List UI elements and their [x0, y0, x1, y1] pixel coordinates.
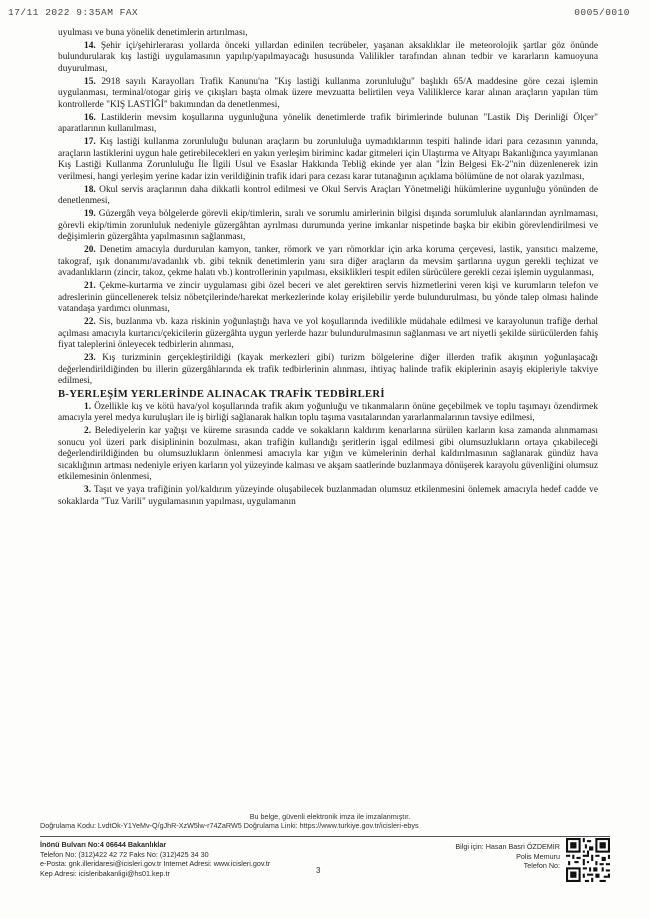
- footer-address: İnönü Bulvarı No:4 06644 Bakanlıklar: [40, 840, 167, 849]
- paragraph-22: 22. Sis, buzlanma vb. kaza riskinin yoğunlaştığı hava ve yol koşullarında ivedilikle müdahale edilmesi ve karayolunun trafiğe derhal açılması amacıyla kurtarıcı/çekicilerin güzergâhta uygun yerlerde hazır bulundurulmasının sağlanması ve art niyetli şekilde sürücülerden fahiş fiyat taleplerini önleyecek tedbirlerin alınması,: [58, 316, 598, 351]
- section-b-title: B-YERLEŞİM YERLERİNDE ALINACAK TRAFİK TEDBİRLERİ: [58, 388, 385, 400]
- paragraph-17: 17. Kış lastiği kullanma zorunluluğu bulunan araçların bu zorunluluğa uymadıklarının tespiti halinde idari para cezasının yanında, araçların lastiklerini uygun hale getirebilecekleri en yakın yerleşim biriminc kadar gitmeleri için Ulaştırma ve Altyapı Bakanlığınca yayımlanan Kış Lastiği Kullanma Zorunluluğu İle İlgili Usul ve Esaslar Hakkında Tebliğ ekinde yer alan "İzin Belgesi Ek-2"nin düzenlenerek izin verilmesi, hangi yerleşim yerine kadar izin verildiğinin trafik idari para cezası karar tutanağının açıklama bölümüne de not olarak yazılması,: [58, 137, 598, 182]
- document-body: [58, 28, 598, 510]
- footer-phone: Telefon No: (312)422 42 72 Faks No: (312)425 34 30: [40, 849, 209, 859]
- section-b-paragraph-1: 1. Özellikle kış ve kötü hava/yol koşullarında trafik akım yoğunluğu ve tıkanmaların önüne geçebilmek ve toplu taşımayı özendirmek amacıyla yerel medya kuruluşları ile iş birliği sağlanarak halkın toplu taşıma vasıtalarından yararlanmalarının tavsiye edilmesi,: [58, 401, 598, 424]
- paragraph-21: 21. Çekme-kurtarma ve zincir uygulaması gibi özel beceri ve alet gerektiren servis hizmetlerini veren kişi ve kurumların telefon ve adreslerinin güncellenerek telsiz nöbetçilerinde/harekat merkezlerinde kolay erişilebilir yerde bulundurulması, bu yönde talep olması halinde vatandaşa yardımcı olunması,: [58, 280, 598, 315]
- e-signature-verification: [40, 812, 620, 830]
- info-name: Bilgi için: Hasan Basri ÖZDEMİR: [455, 842, 560, 851]
- paragraph-14: 14. Şehir içi/şehirlerarası yollarda önceki yıllardan edinilen tecrübeler, yaşanan aksaklıklar ile meteorolojik şartlar göz önünde bulundurularak kış lastiği uygulamasının yapılıp/yapılmayacağı hususunda Valilikler tarafından alınan tedbir ve kararların kamuoyuna duyurulması,: [58, 40, 598, 74]
- paragraph-16: 16. Lastiklerin mevsim koşullarına uygunluğuna yönelik denetimlerde trafik birimlerinde bulunan "Lastik Diş Derinliği Ölçer" aparatlarının kullanılması,: [58, 112, 598, 135]
- paragraph-23: 23. Kış turizminin gerçekleştirildiği (kayak merkezleri gibi) turizm bölgelerine diğer illerden trafik akışının yoğunlaşacağı değerlendirildiğinden bu illerin güzergâhlarında ek trafik tedbirlerinin alınması, ihtiyaç halinde trafik ekiplerinin asayiş ekipleriyle takviye edilmesi,: [58, 352, 598, 387]
- qr-code-icon: [566, 838, 610, 882]
- section-b-paragraph-3: 3. Taşıt ve yaya trafiğinin yol/kaldırım yüzeyinde oluşabilecek buzlanmadan olumsuz etkilenmesini önlemek amacıyla hedef cadde ve sokaklarda "Tuz Varili" uygulamasının yapılması, uygulamanın: [58, 485, 598, 507]
- paragraph-15: 15. 2918 sayılı Karayolları Trafik Kanunu'na "Kış lastiği kullanma zorunluluğu" başlıklı 65/A maddesine göre cezai işlemin uygulanması, terminal/otogar giriş ve çıkışları başta olmak üzere mevzuatta belirtilen veya Valiliklerce karar alınan araçların yapılan tüm kontrollerde "KIŞ LASTİĞİ" bakımından da denetlenmesi,: [58, 76, 598, 110]
- paragraph-13-tail: uyulması ve buna yönelik denetimlerin artırılması,: [58, 28, 248, 38]
- info-title: Polis Memuru: [516, 851, 560, 861]
- info-phone: Telefon No:: [523, 861, 560, 871]
- paragraph-19: 19. Güzergâh veya bölgelerde görevli ekip/timlerin, sıralı ve sorumlu amirlerinin bilgisi dışında sorumluluk alanlarından ayrılmaması, görevli ekip/timin zorunluluk nedeniyle güzergâhtan ayrılması durumunda yerine imkanlar nispetinde başka bir ekibin görevlendirilmesi ve değişimlerin güzergâhta yapılmasının sağlanması,: [58, 209, 598, 243]
- footer-divider: [40, 836, 610, 837]
- footer-contact: [40, 840, 360, 878]
- fax-timestamp: 17/11 2022 9:35AM FAX: [8, 7, 139, 18]
- fax-header: [8, 7, 642, 21]
- footer-email: e-Posta: gnk.illeridaresi@icisleri.gov.tr İnternet Adresi: www.icisleri.gov.tr: [40, 859, 271, 869]
- section-b-paragraph-2: 2. Belediyelerin kar yağışı ve küreme sırasında cadde ve sokakların kaldırım kenarlarına sürülen karların kısa zamanda alınmaması sonucu yol üzeri park disiplininin bozulması, akan trafiğin kullandığı şeritlerin işgal edilmesi gibi olumsuzlukların ortaya çıkabileceği değerlendirildiğinden bu olumsuzlukların önlenmesi amacıyla kar yığın ve kümelerinin derhal kaldırılmasının sağlanarak gündüz hava sıcaklığının artması nedeniyle eriyen karların yol yüzeyinde kalması ve akşam saatlerinde buzlanmaya dönüşerek karayolu güvenliğini olumsuz etkilemesinin önlenmesi,: [58, 426, 598, 483]
- e-signature-notice: Bu belge, güvenli elektronik imza ile imzalanmıştır.: [249, 812, 411, 821]
- paragraph-18: 18. Okul servis araçlarının daha dikkatli kontrol edilmesi ve Okul Servis Araçları Yönetmeliği hükümlerine uygunluğu yönünden de denetlenmesi,: [58, 184, 598, 207]
- verification-code-line: Doğrulama Kodu: LvdtOk-Y1YeMv-Q/gJhR-XzW5lw-r74ZaRW5 Doğrulama Linki: https://www.turkiye.gov.tr/icisleri-ebys: [40, 821, 419, 830]
- footer-kep: Kep Adresi: icisleribakanligi@hs01.kep.tr: [40, 868, 170, 878]
- footer-info-contact: [400, 842, 560, 871]
- fax-page-counter: 0005/0010: [574, 7, 630, 18]
- page-number: 3: [316, 866, 321, 875]
- paragraph-20: 20. Denetim amacıyla durdurulan kamyon, tanker, römork ve yarı römorklar için arka koruma çerçevesi, lastik, yansıtıcı malzeme, takograf, ışık donanımı/avadanlık vb. gibi teknik denetimlerin yanı sıra diğer araçların da mevsim şartlarına uygun gerekli teçhizat ve avadanlıkların (zincir, takoz, çekme halatı vb.) kontrollerinin yapılması, eksiklikleri tespit edilen sürücülere gerekli cezai işlemin uygulanması,: [58, 245, 598, 279]
